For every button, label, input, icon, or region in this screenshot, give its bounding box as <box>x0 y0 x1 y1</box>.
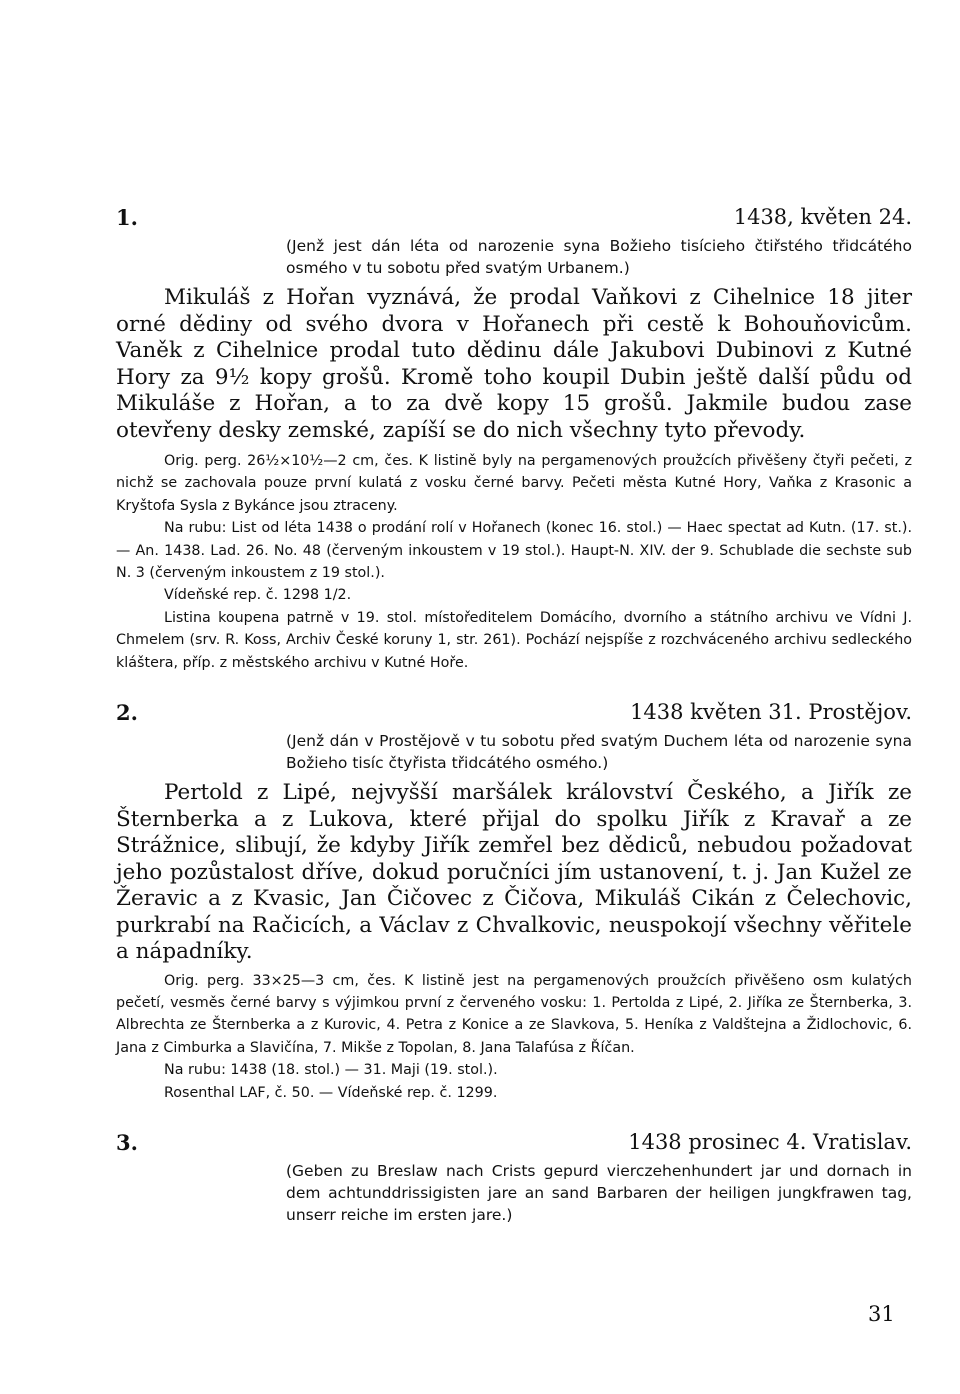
entry-2 <box>116 700 912 1104</box>
entry-date: 1438 prosinec 4. Vratislav. <box>628 1130 912 1154</box>
note-paragraph: Na rubu: 1438 (18. stol.) — 31. Maji (19. stol.). <box>164 1062 498 1079</box>
entry-number: 3. <box>116 1130 138 1155</box>
page-number: 31 <box>868 1302 895 1326</box>
note-paragraph: Na rubu: List od léta 1438 o prodání rolí v Hořanech (konec 16. stol.) — Haec spectat ad Kutn. (17. st.). — An. 1438. Lad. 26. No. 48 (červeným inkoustem v 19 stol.). Haupt-N. XIV. der 9. Schublade die sechste sub N. 3 (červeným inkoustem z 19 stol.). <box>116 520 912 582</box>
entry-date: 1438 květen 31. Prostějov. <box>630 700 912 725</box>
entry-number: 2. <box>116 700 138 726</box>
entry-regest: Pertold z Lipé, nejvyšší maršálek království Českého, a Jiřík ze Šternberka a z Lukova, které přijal do spolku Jiřík z Kravař a ze Strážnice, slibují, že kdyby Jiřík zemřel bez dědiců, nebudou požadovat jeho pozůstalost dříve, dokud poručníci jím ustanovení, t. j. Jan Kužel ze Žeravic a z Kvasic, Jan Čičovec z Čičova, Mikuláš Cikán z Čelechovic, purkrabí na Račicích, a Václav z Chvalkovic, neuspokojí všechny věřitele a nápadníky. <box>116 780 912 965</box>
entry-1 <box>116 205 912 674</box>
entry-header <box>116 700 912 730</box>
note-paragraph: Orig. perg. 33×25—3 cm, čes. K listině jest na pergamenových proužcích přivěšeno osm kulatých pečetí, vesměs černé barvy s výjimkou první z červeného vosku: 1. Pertolda z Lipé, 2. Jiříka ze Šternberka, 3. Albrechta ze Šternberka a z Kurovic, 4. Petra z Konice a ze Slavkova, 5. Heníka z Valdštejna a Židlochovic, 6. Jana z Cimburka a Slavičína, 7. Mikše z Topolan, 8. Jana Talafúsa z Říčan. <box>116 972 912 1056</box>
entry-intro: (Jenž dán v Prostějově v tu sobotu před svatým Duchem léta od narozenie syna Božieho tisíc čtyřista třidcátého osmého.) <box>286 732 912 773</box>
note-paragraph: Listina koupena patrně v 19. stol. místoředitelem Domácího, dvorního a státního archivu ve Vídni J. Chmelem (srv. R. Koss, Archiv České koruny 1, str. 261). Pochází nejspíše z rozchváceného archivu sedleckého kláštera, příp. z městského archivu v Kutné Hoře. <box>116 609 912 671</box>
entry-intro: (Jenž jest dán léta od narozenie syna Božieho tisícieho čtiřstého třidcátého osmého v tu sobotu před svatým Urbanem.) <box>286 237 912 277</box>
entry-notes <box>116 450 912 674</box>
entry-date: 1438, květen 24. <box>733 205 912 229</box>
document-page <box>116 205 912 1226</box>
entry-regest: Mikuláš z Hořan vyznává, že prodal Vaňkovi z Cihelnice 18 jiter orné dědiny od svého dvora v Hořanech při cestě k Bohouňovicům. Vaněk z Cihelnice prodal tuto dědinu dále Jakubovi Dubinovi z Kutné Hory za 9½ kopy grošů. Kromě toho koupil Dubin ještě další půdu od Mikuláše z Hořan, a to za dvě kopy 15 grošů. Jakmile budou zase otevřeny desky zemské, zapíší se do nich všechny tyto převody. <box>116 285 912 443</box>
note-paragraph: Vídeňské rep. č. 1298 1/2. <box>164 587 352 604</box>
entry-intro: (Geben zu Breslaw nach Crists gepurd vierczehenhundert jar und dornach in dem achtunddrissigisten jare an sand Barbaren der heiligen jungkfrawen tag, unserr reiche im ersten jare.) <box>286 1162 912 1224</box>
entry-header <box>116 205 912 235</box>
entry-number: 1. <box>116 205 138 230</box>
note-paragraph: Orig. perg. 26½×10½—2 cm, čes. K listině byly na pergamenových proužcích přivěšeny čtyři pečeti, z nichž se zachovala pouze první kulatá z vosku černé barvy. Pečeti města Kutné Hory, Vaňka z Krasonic a Kryštofa Sysla z Bykánce jsou ztraceny. <box>116 453 912 514</box>
entry-header <box>116 1130 912 1160</box>
note-paragraph: Rosenthal LAF, č. 50. — Vídeňské rep. č. 1299. <box>164 1084 498 1101</box>
entry-3 <box>116 1130 912 1226</box>
entry-notes <box>116 970 912 1104</box>
